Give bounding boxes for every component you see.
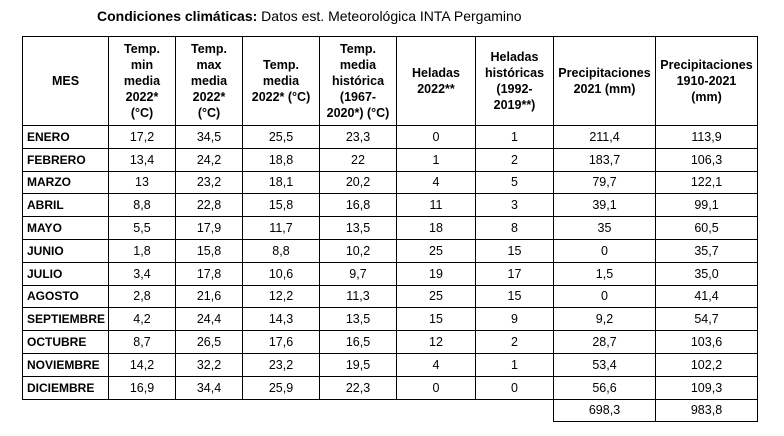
- value-cell: 15: [476, 285, 554, 308]
- header-line: min: [130, 58, 154, 72]
- document-title: [97, 8, 522, 24]
- month-cell: MAYO: [23, 217, 109, 240]
- value-cell: 15,8: [243, 194, 320, 217]
- value-cell: 5: [476, 171, 554, 194]
- table-row: [23, 171, 758, 194]
- value-cell: 9: [476, 308, 554, 331]
- header-line: Heladas: [490, 50, 539, 64]
- value-cell: 2: [476, 148, 554, 171]
- value-cell: 13,4: [109, 148, 176, 171]
- value-cell: 22,3: [320, 376, 397, 399]
- value-cell: 9,2: [554, 308, 656, 331]
- value-cell: 17,6: [243, 331, 320, 354]
- value-cell: 34,4: [176, 376, 243, 399]
- header-cell: [243, 37, 320, 126]
- value-cell: 35,0: [656, 262, 758, 285]
- value-cell: 211,4: [554, 126, 656, 149]
- value-cell: 12,2: [243, 285, 320, 308]
- title-bold: Condiciones climáticas:: [97, 8, 258, 24]
- value-cell: 21,6: [176, 285, 243, 308]
- table-row: [23, 194, 758, 217]
- header-line: Precipitaciones: [558, 66, 651, 80]
- month-cell: DICIEMBRE: [23, 376, 109, 399]
- header-cell: [476, 37, 554, 126]
- value-cell: 17,2: [109, 126, 176, 149]
- header-cell: [320, 37, 397, 126]
- header-row: [23, 37, 758, 126]
- value-cell: 3,4: [109, 262, 176, 285]
- value-cell: 19: [397, 262, 476, 285]
- value-cell: 8,8: [243, 239, 320, 262]
- value-cell: 23,2: [243, 353, 320, 376]
- header-line: 2022**: [417, 82, 455, 96]
- header-line: (mm): [691, 90, 722, 104]
- header-line: Precipitaciones: [660, 58, 753, 72]
- table-row: [23, 148, 758, 171]
- value-cell: 1: [476, 353, 554, 376]
- value-cell: 16,9: [109, 376, 176, 399]
- header-cell: [554, 37, 656, 126]
- value-cell: 14,2: [109, 353, 176, 376]
- value-cell: 1,5: [554, 262, 656, 285]
- value-cell: 28,7: [554, 331, 656, 354]
- value-cell: 1: [397, 148, 476, 171]
- header-line: (1967-: [339, 90, 377, 104]
- value-cell: 4,2: [109, 308, 176, 331]
- month-cell: ABRIL: [23, 194, 109, 217]
- value-cell: 12: [397, 331, 476, 354]
- header-line: histórica: [331, 74, 385, 88]
- header-line: 2019**): [493, 98, 536, 112]
- table-row: [23, 262, 758, 285]
- value-cell: 25,9: [243, 376, 320, 399]
- value-cell: 0: [397, 126, 476, 149]
- table-row: [23, 126, 758, 149]
- header-line: Temp.: [191, 42, 227, 56]
- header-line: 2022*: [192, 90, 226, 104]
- value-cell: 8,8: [109, 194, 176, 217]
- value-cell: 14,3: [243, 308, 320, 331]
- value-cell: 2: [476, 331, 554, 354]
- value-cell: 10,6: [243, 262, 320, 285]
- totals-row: [23, 399, 758, 422]
- value-cell: 23,2: [176, 171, 243, 194]
- header-line: media: [123, 74, 161, 88]
- climate-table: [22, 36, 758, 422]
- value-cell: 15,8: [176, 239, 243, 262]
- value-cell: 103,6: [656, 331, 758, 354]
- value-cell: 13,5: [320, 217, 397, 240]
- value-cell: 26,5: [176, 331, 243, 354]
- value-cell: 113,9: [656, 126, 758, 149]
- header-line: 1910-2021: [676, 74, 737, 88]
- value-cell: 35: [554, 217, 656, 240]
- value-cell: 0: [554, 285, 656, 308]
- value-cell: 9,7: [320, 262, 397, 285]
- value-cell: 4: [397, 171, 476, 194]
- header-line: Temp.: [124, 42, 160, 56]
- value-cell: 1: [476, 126, 554, 149]
- value-cell: 13,5: [320, 308, 397, 331]
- value-cell: 8,7: [109, 331, 176, 354]
- value-cell: 16,5: [320, 331, 397, 354]
- header-cell: MES: [23, 37, 109, 126]
- month-cell: ENERO: [23, 126, 109, 149]
- value-cell: 20,2: [320, 171, 397, 194]
- total-precip-historic: 983,8: [656, 399, 758, 422]
- value-cell: 23,3: [320, 126, 397, 149]
- table-row: [23, 308, 758, 331]
- header-line: (°C): [130, 106, 154, 120]
- header-line: Temp.: [263, 58, 299, 72]
- value-cell: 22: [320, 148, 397, 171]
- month-cell: MARZO: [23, 171, 109, 194]
- value-cell: 25,5: [243, 126, 320, 149]
- value-cell: 11: [397, 194, 476, 217]
- header-cell: [176, 37, 243, 126]
- table-row: [23, 376, 758, 399]
- value-cell: 18: [397, 217, 476, 240]
- value-cell: 60,5: [656, 217, 758, 240]
- value-cell: 24,4: [176, 308, 243, 331]
- value-cell: 41,4: [656, 285, 758, 308]
- month-cell: OCTUBRE: [23, 331, 109, 354]
- header-line: (1992-: [496, 82, 533, 96]
- header-cell: [397, 37, 476, 126]
- table-row: [23, 239, 758, 262]
- month-cell: JUNIO: [23, 239, 109, 262]
- header-cell: [109, 37, 176, 126]
- month-cell: SEPTIEMBRE: [23, 308, 109, 331]
- value-cell: 13: [109, 171, 176, 194]
- header-line: históricas: [484, 66, 545, 80]
- value-cell: 0: [476, 376, 554, 399]
- value-cell: 11,7: [243, 217, 320, 240]
- value-cell: 25: [397, 285, 476, 308]
- total-precip-2021: 698,3: [554, 399, 656, 422]
- month-cell: JULIO: [23, 262, 109, 285]
- value-cell: 8: [476, 217, 554, 240]
- value-cell: 19,5: [320, 353, 397, 376]
- value-cell: 2,8: [109, 285, 176, 308]
- value-cell: 18,1: [243, 171, 320, 194]
- value-cell: 53,4: [554, 353, 656, 376]
- table-body: [23, 126, 758, 400]
- month-cell: NOVIEMBRE: [23, 353, 109, 376]
- value-cell: 15: [476, 239, 554, 262]
- value-cell: 25: [397, 239, 476, 262]
- header-line: media: [262, 74, 300, 88]
- value-cell: 3: [476, 194, 554, 217]
- header-line: 2020*) (°C): [326, 106, 390, 120]
- value-cell: 183,7: [554, 148, 656, 171]
- value-cell: 32,2: [176, 353, 243, 376]
- header-line: media: [190, 74, 228, 88]
- value-cell: 0: [554, 239, 656, 262]
- header-line: 2022* (°C): [251, 90, 311, 104]
- table-row: [23, 331, 758, 354]
- value-cell: 79,7: [554, 171, 656, 194]
- value-cell: 122,1: [656, 171, 758, 194]
- value-cell: 99,1: [656, 194, 758, 217]
- header-line: max: [196, 58, 222, 72]
- value-cell: 35,7: [656, 239, 758, 262]
- table-row: [23, 285, 758, 308]
- header-line: 2022*: [125, 90, 159, 104]
- value-cell: 4: [397, 353, 476, 376]
- header-line: Heladas: [412, 66, 460, 80]
- value-cell: 56,6: [554, 376, 656, 399]
- header-cell: [656, 37, 758, 126]
- value-cell: 16,8: [320, 194, 397, 217]
- value-cell: 15: [397, 308, 476, 331]
- month-cell: FEBRERO: [23, 148, 109, 171]
- header-line: 2021 (mm): [573, 82, 636, 96]
- title-rest: Datos est. Meteorológica INTA Pergamino: [257, 8, 522, 24]
- value-cell: 39,1: [554, 194, 656, 217]
- value-cell: 17,9: [176, 217, 243, 240]
- header-line: media: [339, 58, 377, 72]
- table-row: [23, 217, 758, 240]
- value-cell: 22,8: [176, 194, 243, 217]
- value-cell: 109,3: [656, 376, 758, 399]
- value-cell: 18,8: [243, 148, 320, 171]
- table-row: [23, 353, 758, 376]
- value-cell: 17: [476, 262, 554, 285]
- value-cell: 1,8: [109, 239, 176, 262]
- value-cell: 10,2: [320, 239, 397, 262]
- value-cell: 34,5: [176, 126, 243, 149]
- value-cell: 24,2: [176, 148, 243, 171]
- value-cell: 5,5: [109, 217, 176, 240]
- value-cell: 106,3: [656, 148, 758, 171]
- header-line: (°C): [197, 106, 221, 120]
- header-line: Temp.: [340, 42, 376, 56]
- value-cell: 0: [397, 376, 476, 399]
- value-cell: 54,7: [656, 308, 758, 331]
- value-cell: 11,3: [320, 285, 397, 308]
- value-cell: 102,2: [656, 353, 758, 376]
- month-cell: AGOSTO: [23, 285, 109, 308]
- value-cell: 17,8: [176, 262, 243, 285]
